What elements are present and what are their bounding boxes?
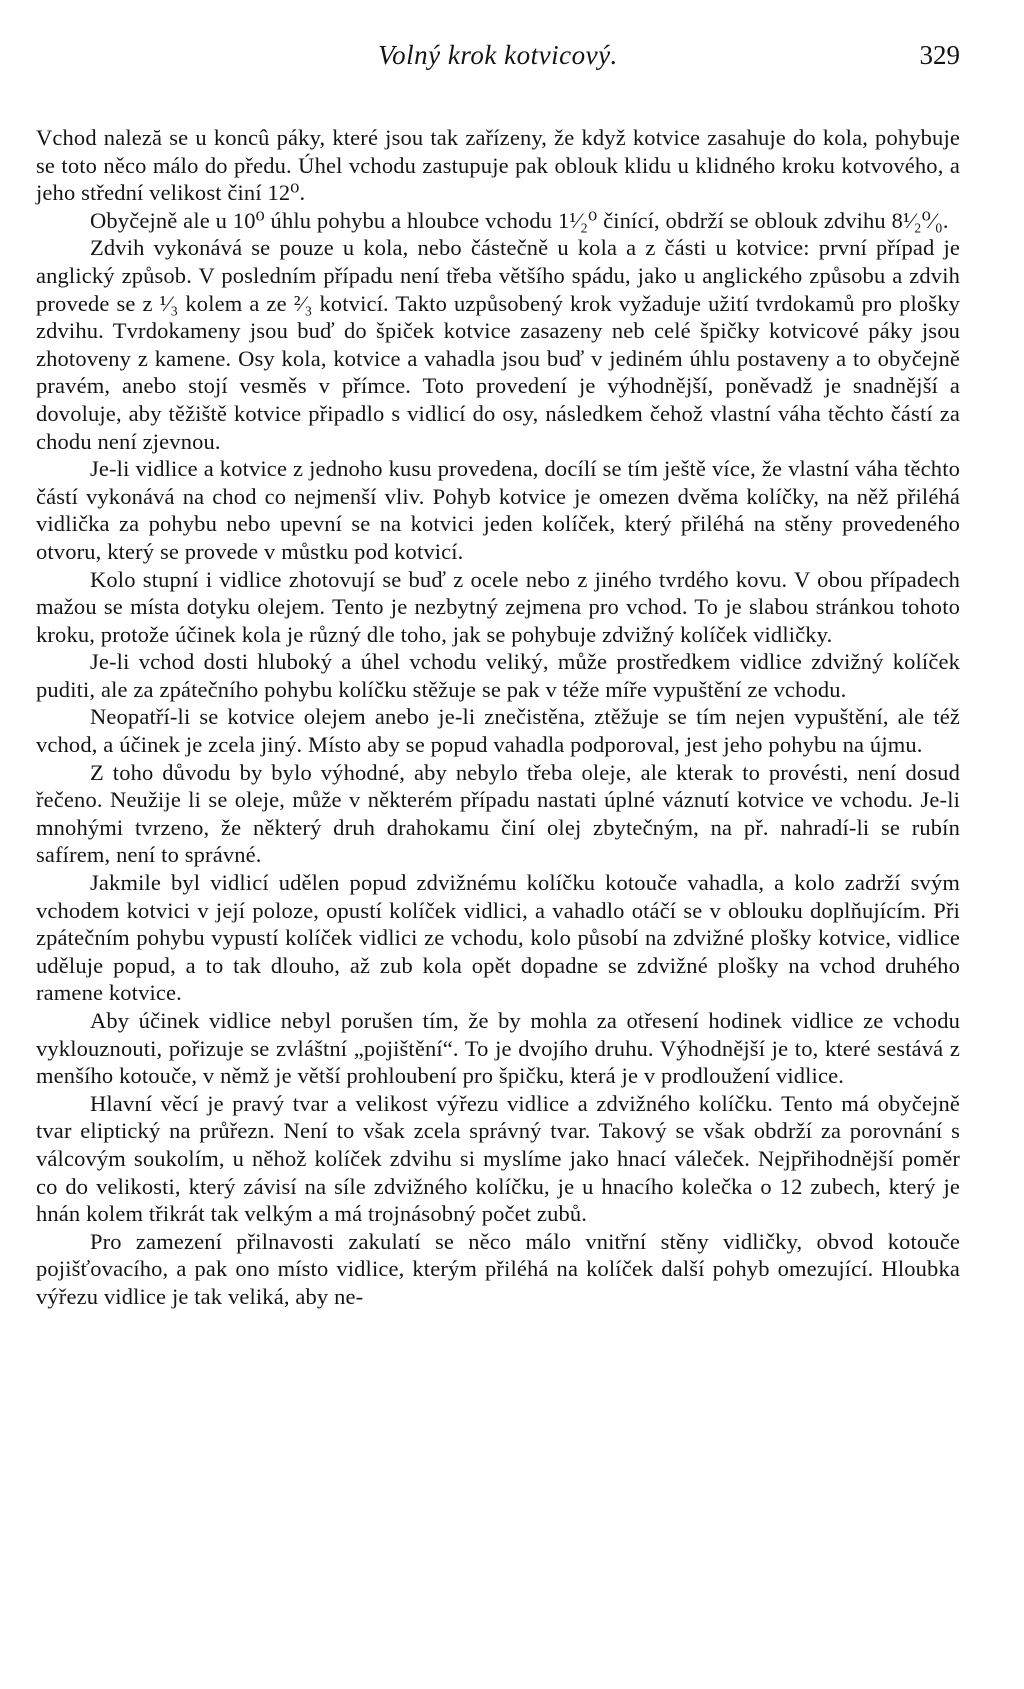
paragraph-obycejne: Obyčejně ale u 10⁰ úhlu pohybu a hloubce vchodu 1¹⁄₂⁰ činící, obdrží se oblouk zdvihu 8¹⁄₂⁰⁄₀. xyxy=(90,207,949,233)
paragraph-hluboky-vchod: Je-li vchod dosti hluboký a úhel vchodu veliký, může prostředkem vidlice zdvižný kolíček puditi, ale za zpátečního pohybu kolíčku stěžuje se pak v téže míře vypuštění ze vchodu. xyxy=(36,649,960,702)
paragraph-duvod: Z toho důvodu by bylo výhodné, aby nebylo třeba oleje, ale kterak to provésti, není dosud řečeno. Neužije li se oleje, může v některém případu nastati úplné váznutí kotvice ve vchodu. Je-li mnohými tvrzeno, že některý druh drahokamu činí olej zbytečným, na př. nahradí-li se rubín safírem, není to správné. xyxy=(36,759,960,868)
paragraph-zdvih: Zdvih vykonává se pouze u kola, nebo částečně u kola a z části u kotvice: první případ je anglický způsob. V posledním případu není třeba většího spádu, jako u anglického způsobu a zdvih provede se z ¹⁄₃ kolem a ze ²⁄₃ kotvicí. Takto uzpůsobený krok vyžaduje užití tvrdokamů pro plošky zdvihu. Tvrdokameny jsou buď do špiček kotvice zasazeny neb celé špičky kotvicové páky jsou zhotoveny z kamene. Osy kola, kotvice a vahadla jsou buď v jediném úhlu postaveny a to obyčejně pravém, anebo stojí vesměs v přímce. Toto provedení je výhodnější, poněvadž je snadnější a dovoluje, aby těžiště kotvice připadlo s vidlicí do osy, následkem čehož vlastní váha těchto částí za chodu není zjevnou. xyxy=(36,235,960,454)
paragraph-tvar-vyrezu: Hlavní věcí je pravý tvar a velikost výřezu vidlice a zdvižného kolíčku. Tento má obyčejně tvar eliptický na průřezn. Není to však zcela správný tvar. Takový se však obdrží za porovnání s válcovým soukolím, u něhož kolíček zdvihu si myslíme jako hnací váleček. Nejpřihodnější poměr co do velikosti, který závisí na síle zdvižného kolíčku, je u hnacího kolečka o 12 zubech, který je hnán kolem třikrát tak velkým a má trojnásobný počet zubů. xyxy=(36,1090,960,1227)
page-number: 329 xyxy=(919,40,960,70)
paragraph-pojisteni: Aby účinek vidlice nebyl porušen tím, že by mohla za otřesení hodinek vidlice ze vchodu vyklouznouti, pořizuje se zvláštní „pojištění“. To je dvojího druhu. Výhodnější je to, které sestává z menšího kotouče, v němž je větší prohloubení pro špičku, která je v prodloužení vidlice. xyxy=(36,1008,960,1089)
book-page xyxy=(36,40,960,1311)
paragraph-prilnavost: Pro zamezení přilnavosti zakulatí se něco málo vnitřní stěny vidličky, obvod kotouče pojišťovacího, a pak ono místo vidlice, kterým přiléhá na kolíček další pohyb omezující. Hloubka výřezu vidlice je tak veliká, aby ne- xyxy=(36,1228,960,1309)
paragraph-olej: Neopatří-li se kotvice olejem anebo je-li znečistěna, ztěžuje se tím nejen vypuštění, ale též vchod, a účinek je zcela jiný. Místo aby se popud vahadla podporoval, jest jeho pohybu na újmu. xyxy=(36,704,960,758)
paragraph-popud: Jakmile byl vidlicí udělen popud zdvižnému kolíčku kotouče vahadla, a kolo zadrží svým vchodem kotvici v její poloze, opustí kolíček vidlici, a vahadlo otáčí se v oblouku doplňujícím. Při zpátečním pohybu vypustí kolíček vidlici ze vchodu, kolo působí na zdvižné plošky kotvice, vidlice uděluje popud, a to tak dlouho, až zub kola opět dopadne se zdvižné plošky na vchod druhého ramene kotvice. xyxy=(36,870,960,1006)
paragraph-kolo-stupni: Kolo stupní i vidlice zhotovují se buď z ocele nebo z jiného tvrdého kovu. V obou případech mažou se místa dotyku olejem. Tento je nezbytný zejmena pro vchod. To je slabou stránkou tohoto kroku, protože účinek kola je různý dle toho, jak se pohybuje zdvižný kolíček vidličky. xyxy=(36,566,960,647)
paragraph-vidlice-kotvice: Je-li vidlice a kotvice z jednoho kusu provedena, docílí se tím ještě více, že vlastní váha těchto částí vykonává na chod co nejmenší vliv. Pohyb kotvice je omezen dvěma kolíčky, na něž přiléhá vidlička za pohybu nebo upevní se na kotvici jeden kolíček, který přiléhá na stěny provedeného otvoru, který se provede v můstku pod kotvicí. xyxy=(36,456,960,564)
paragraph-vchod: Vchod naleză se u koncû páky, které jsou tak zařízeny, že když kotvice zasahuje do kola, pohybuje se toto něco málo do předu. Úhel vchodu zastupuje pak oblouk klidu u klidného kroku kotvového, a jeho střední velikost činí 12⁰. xyxy=(36,125,960,206)
running-title: Volný krok kotvicový. xyxy=(378,40,618,70)
body-text xyxy=(36,124,960,1311)
page-header xyxy=(36,40,960,84)
